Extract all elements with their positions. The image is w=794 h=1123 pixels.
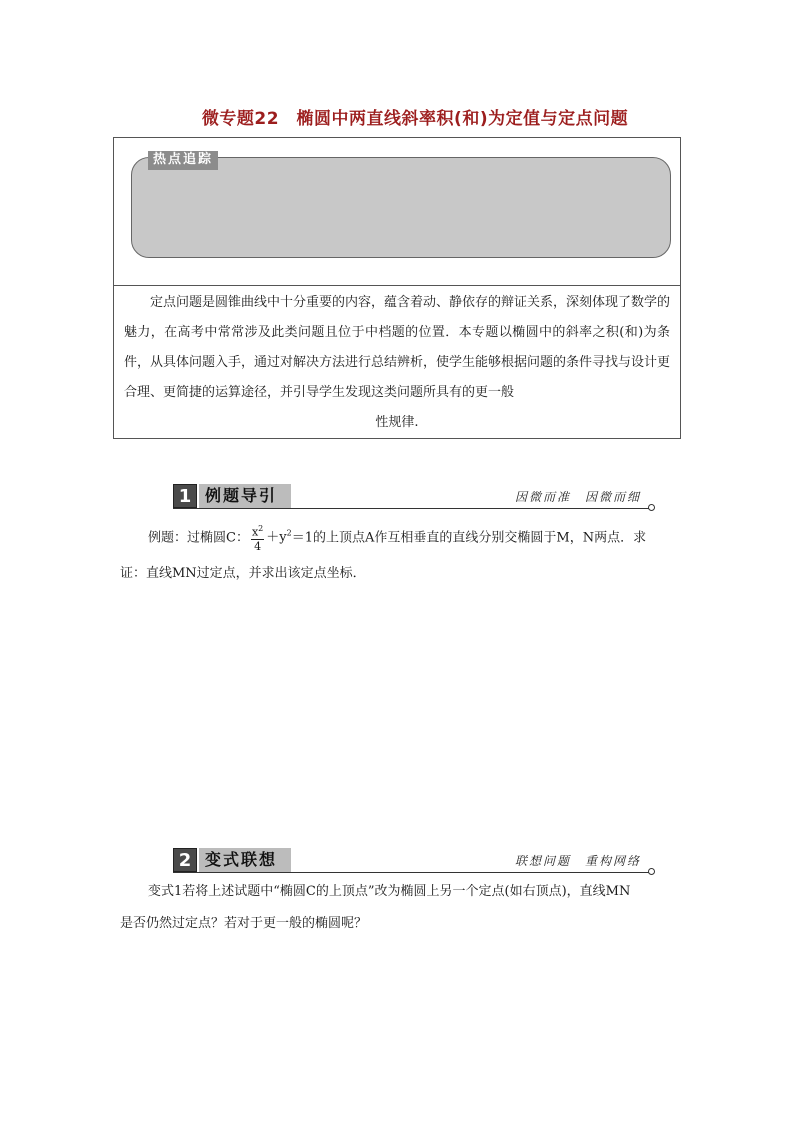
page-title: 微专题22 椭圆中两直线斜率积(和)为定值与定点问题 [201,109,629,129]
variant-problem [120,876,675,940]
section-slogan: 因微而准 因微而细 [514,490,641,504]
hot-spot-intro [124,288,670,438]
section-number: 2 [173,848,197,872]
example-plus-y: $+y^2$ [266,529,292,546]
example-prefix: 例题：过椭圆C： [148,530,249,546]
section-number: 1 [173,484,197,508]
example-line-1 [120,516,675,556]
section-rule-end-dot [648,504,655,511]
variant-line-1: 变式1若将上述试题中“椭圆C的上顶点”改为椭圆上另一个定点(如右顶点)，直线MN [148,884,631,899]
fraction-numerator: $x^2$ [251,523,264,539]
section-header-example [173,484,655,510]
section-rule [173,508,649,509]
section-rule [173,872,649,873]
hot-spot-intro-last: 性规律. [375,415,419,430]
section-name: 变式联想 [199,848,291,872]
hot-spot-box [113,137,681,439]
example-line-2: 证：直线MN过定点，并求出该定点坐标． [120,566,366,582]
fraction-denominator: 4 [254,540,262,554]
hot-spot-divider [114,285,680,286]
hot-spot-label: 热点追踪 [148,151,218,170]
section-name: 例题导引 [199,484,291,508]
example-rest: ＝1的上顶点A作互相垂直的直线分别交椭圆于M，N两点．求 [291,530,647,546]
variant-line-2: 是否仍然过定点？若对于更一般的椭圆呢？ [120,916,368,931]
hot-spot-panel [131,157,671,258]
section-rule-end-dot [648,868,655,875]
fraction-x2-over-4 [251,522,264,555]
section-slogan: 联想问题 重构网络 [514,854,641,868]
example-problem [120,516,675,592]
section-header-variant [173,848,655,874]
hot-spot-intro-text: 定点问题是圆锥曲线中十分重要的内容，蕴含着动、静依存的辩证关系，深刻体现了数学的魅力，在高考中常常涉及此类问题且位于中档题的位置．本专题以椭圆中的斜率之积(和)为条件，从具体问题入手，通过对解决方法进行总结辨析，使学生能够根据问题的条件寻找与设计更合理、更简捷的运算途径，并引导学生发现这类问题所具有的更一般 [124,295,671,400]
